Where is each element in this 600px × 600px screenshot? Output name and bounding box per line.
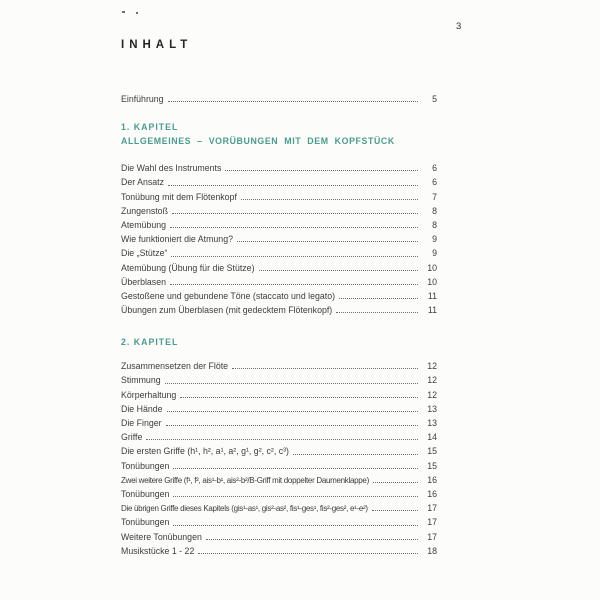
toc-entry-page: 12 [427, 375, 437, 386]
dot-leader [166, 425, 418, 426]
toc-entry-page: 9 [432, 248, 437, 259]
dot-leader [168, 185, 418, 186]
toc-entry [121, 444, 437, 458]
dot-leader [241, 199, 418, 200]
dot-leader [225, 170, 418, 171]
toc-entry-label: Tonübung mit dem Flötenkopf [121, 191, 237, 202]
toc-entry-label: Die „Stütze“ [121, 248, 168, 259]
dot-leader [173, 496, 418, 497]
toc-entry-page: 13 [427, 418, 437, 428]
toc-entry-page: 9 [432, 234, 437, 245]
toc-entry-page: 16 [427, 488, 437, 499]
toc-entry [121, 246, 437, 260]
toc-entry [121, 204, 437, 218]
toc-entry [121, 261, 437, 275]
dot-leader [170, 284, 418, 285]
toc-entry-label: Gestoßene und gebundene Töne (staccato und legato) [121, 290, 336, 301]
dot-leader [165, 383, 418, 384]
toc-entry-label: Wie funktioniert die Atmung? [121, 234, 233, 245]
toc-entry-label: Zungenstoß [121, 205, 168, 216]
page-title: INHALT [121, 39, 193, 51]
dot-leader [237, 241, 418, 242]
toc-entry [121, 359, 437, 373]
toc-entry-page: 15 [427, 460, 437, 471]
toc-entry-page: 7 [432, 191, 437, 202]
toc-entry-page: 17 [427, 517, 437, 528]
toc-entry-label: Die übrigen Griffe dieses Kapitels (gis¹-as¹, gis²-as², fis¹-ges¹, fis²-ges², e¹-e²) [121, 504, 368, 514]
dot-leader [180, 397, 418, 398]
dot-leader [336, 312, 418, 313]
toc-entry-label: Die Finger [121, 418, 162, 428]
table-of-contents [121, 92, 437, 558]
toc-entry-page: 6 [432, 177, 437, 188]
toc-entry-label: Tonübungen [121, 460, 170, 471]
scan-speck-2 [136, 12, 138, 14]
toc-entry [121, 388, 437, 402]
dot-leader [259, 270, 419, 271]
toc-entry-page: 12 [427, 361, 437, 372]
toc-entry [121, 175, 437, 189]
section-entries [121, 359, 437, 558]
toc-entry-page: 6 [432, 163, 437, 174]
toc-entry-label: Überblasen [121, 276, 166, 287]
toc-entry-label: Musikstücke 1 - 22 [121, 545, 195, 556]
dot-leader [373, 482, 418, 483]
toc-entry [121, 487, 437, 501]
toc-entry-label: Einführung [121, 94, 164, 104]
dot-leader [172, 213, 418, 214]
toc-entry-label: Die Wahl des Instruments [121, 163, 222, 174]
toc-entry [121, 501, 437, 515]
toc-entry-page: 17 [427, 503, 437, 514]
scan-speck-1 [122, 11, 125, 13]
toc-entry-page: 8 [432, 205, 437, 216]
toc-entry-label: Tonübungen [121, 488, 170, 499]
toc-entry [121, 161, 437, 175]
toc-entry-label: Zusammensetzen der Flöte [121, 361, 229, 372]
toc-entry-page: 11 [427, 290, 437, 301]
toc-entry [121, 544, 437, 558]
toc-entry-label: Der Ansatz [121, 177, 165, 188]
dot-leader [232, 368, 418, 369]
toc-entry [121, 232, 437, 246]
toc-entry [121, 459, 437, 473]
toc-entry-page: 15 [427, 446, 437, 457]
toc-entry-page: 8 [432, 219, 437, 230]
toc-entry-label: Zwei weitere Griffe (f¹, f², ais¹-b¹, ais²-b²/B-Griff mit doppelter Daumenklappe) [121, 475, 369, 485]
section-entries [121, 161, 437, 317]
dot-leader [198, 553, 418, 554]
toc-entry-page: 11 [427, 305, 437, 316]
toc-entry-page: 16 [427, 474, 437, 485]
dot-leader [173, 525, 418, 526]
toc-entry-label: Die ersten Griffe (h¹, h², a¹, a², g¹, g², c², c³) [121, 446, 289, 457]
toc-entry-label: Die Hände [121, 403, 163, 414]
toc-entry-label: Atemübung [121, 219, 166, 230]
toc-entry [121, 402, 437, 416]
dot-leader [339, 298, 418, 299]
toc-entry-label: Tonübungen [121, 517, 170, 528]
toc-entry-label: Übungen zum Überblasen (mit gedecktem Flötenkopf) [121, 305, 333, 316]
dot-leader [167, 411, 418, 412]
dot-leader [372, 510, 418, 511]
toc-entry-page: 17 [427, 531, 437, 542]
toc-entry [121, 218, 437, 232]
toc-entry [121, 416, 437, 430]
section-heading: 1. KAPITEL [121, 122, 179, 133]
toc-entry-page: 10 [427, 262, 437, 273]
dot-leader [168, 101, 418, 102]
toc-entry [121, 473, 437, 487]
dot-leader [146, 439, 418, 440]
dot-leader [171, 256, 418, 257]
dot-leader [293, 454, 418, 455]
section-kapitel-2 [121, 337, 437, 558]
toc-entry-page: 14 [427, 432, 437, 443]
dot-leader [206, 539, 418, 540]
toc-entry [121, 515, 437, 529]
toc-entry-page: 5 [432, 94, 437, 104]
toc-entry [121, 303, 437, 317]
toc-entry [121, 530, 437, 544]
dot-leader [170, 227, 418, 228]
dot-leader [173, 468, 418, 469]
page-number: 3 [456, 21, 462, 32]
toc-entry-label: Weitere Tonübungen [121, 531, 202, 542]
toc-entry-page: 13 [427, 403, 437, 414]
toc-entry-intro [121, 92, 437, 106]
toc-entry [121, 190, 437, 204]
toc-entry-label: Körperhaltung [121, 389, 177, 400]
toc-entry-page: 12 [427, 389, 437, 400]
section-kapitel-1 [121, 122, 437, 317]
section-heading: 2. KAPITEL [121, 337, 179, 348]
toc-entry [121, 373, 437, 387]
toc-entry-label: Griffe [121, 432, 143, 443]
toc-entry-page: 10 [427, 276, 437, 287]
toc-entry-label: Stimmung [121, 375, 161, 386]
section-subheading: ALLGEMEINES – VORÜBUNGEN MIT DEM KOPFSTÜCK [121, 136, 395, 147]
toc-entry [121, 275, 437, 289]
toc-entry [121, 430, 437, 444]
toc-entry-label: Atemübung (Übung für die Stütze) [121, 262, 255, 273]
toc-entry [121, 289, 437, 303]
toc-entry-page: 18 [427, 545, 437, 556]
